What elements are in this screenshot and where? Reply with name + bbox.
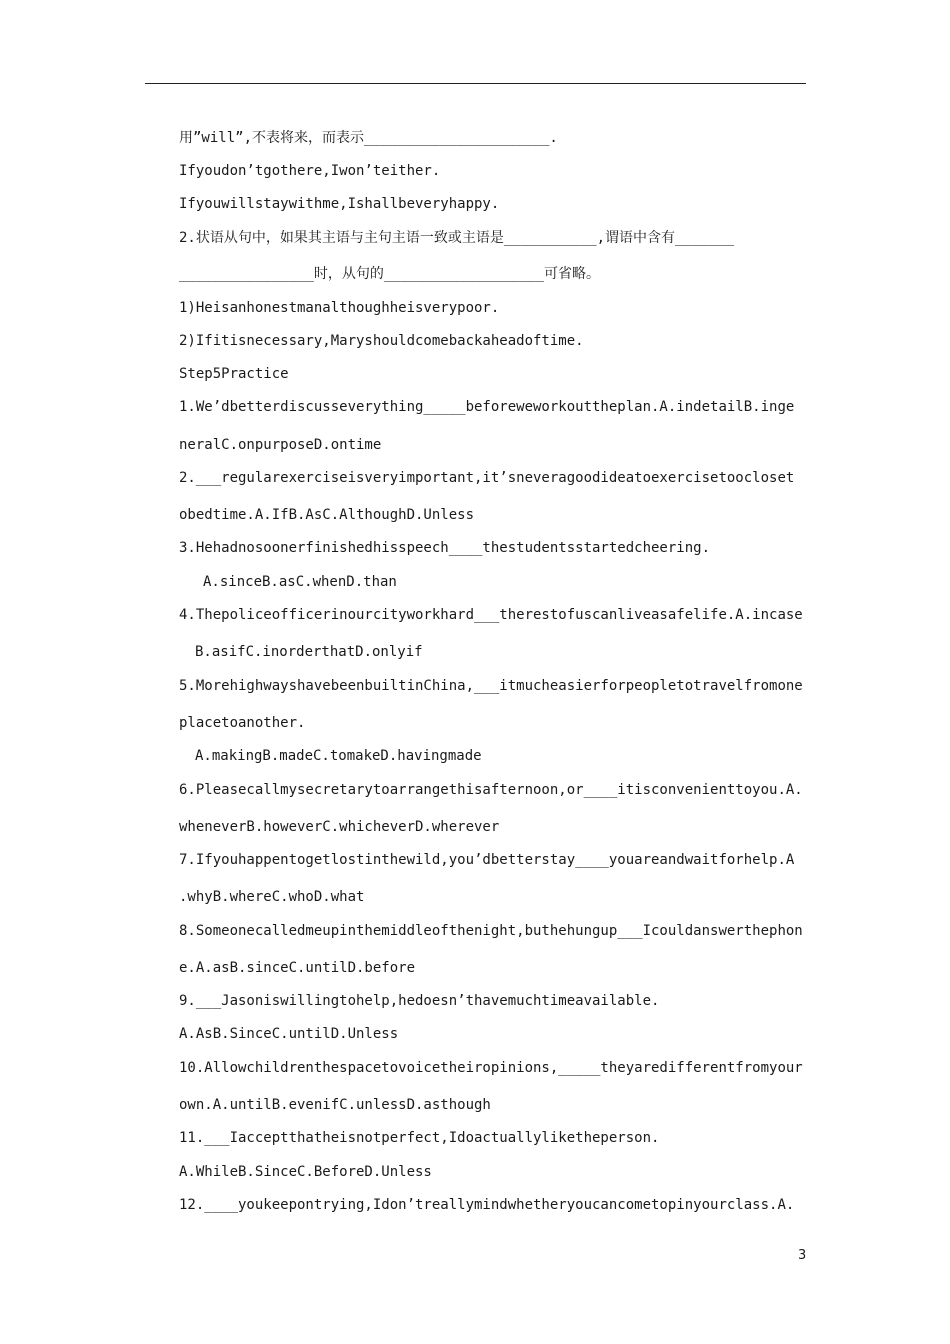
text-line: 7.Ifyouhappentogetlostinthewild,you’dbetterstay____youareandwaitforhelp.A (179, 852, 795, 868)
text-line: Ifyoudon’tgothere,Iwon’teither. (179, 163, 441, 179)
text-line: B.asifC.inorderthatD.onlyif (195, 644, 423, 660)
text-line: 12.____youkeepontrying,Idon’treallymindwhetheryoucancometopinyourclass.A. (179, 1197, 795, 1213)
text-line: 2.状语从句中，如果其主语与主句主语一致或主语是___________,谓语中含有_______ (179, 230, 735, 246)
text-line: .whyB.whereC.whoD.what (179, 889, 365, 905)
text-line: e.A.asB.sinceC.untilD.before (179, 960, 416, 976)
text-line: own.A.untilB.evenifC.unlessD.asthough (179, 1097, 491, 1113)
text-line: Ifyouwillstaywithme,Ishallbeveryhappy. (179, 196, 500, 212)
text-line: A.WhileB.SinceC.BeforeD.Unless (179, 1164, 432, 1180)
text-line: obedtime.A.IfB.AsC.AlthoughD.Unless (179, 507, 475, 523)
text-line: 5.MorehighwayshavebeenbuiltinChina,___itmucheasierforpeopletotravelfromone (179, 678, 803, 694)
text-line: 3.Hehadnosoonerfinishedhisspeech____thestudentsstartedcheering. (179, 540, 711, 556)
text-line: neralC.onpurposeD.ontime (179, 437, 382, 453)
page-number: 3 (798, 1248, 807, 1263)
text-line: placetoanother. (179, 715, 306, 731)
text-line: 11.___Iacceptthatheisnotperfect,Idoactuallyliketheperson. (179, 1130, 660, 1146)
header-rule (145, 83, 806, 84)
text-line: 2.___regularexerciseisveryimportant,it’sneveragoodideatoexercisetoocloset (179, 470, 795, 486)
text-line: wheneverB.howeverC.whicheverD.wherever (179, 819, 500, 835)
text-line: Step5Practice (179, 366, 289, 382)
text-line: A.AsB.SinceC.untilD.Unless (179, 1026, 399, 1042)
text-line: 1.We’dbetterdiscusseverything_____beforeweworkouttheplan.A.indetailB.inge (179, 399, 795, 415)
text-line: 6.Pleasecallmysecretarytoarrangethisafternoon,or____itisconvenienttoyou.A. (179, 782, 803, 798)
text-line: 4.Thepoliceofficerinourcityworkhard___therestofuscanliveasafelife.A.incase (179, 607, 803, 623)
text-line: A.makingB.madeC.tomakeD.havingmade (195, 748, 482, 764)
text-line: 8.Someonecalledmeupinthemiddleofthenight,buthehungup___Icouldanswerthephon (179, 923, 803, 939)
text-line: A.sinceB.asC.whenD.than (203, 574, 397, 590)
text-line: 9.___Jasoniswillingtohelp,hedoesn’thavemuchtimeavailable. (179, 993, 660, 1009)
text-line: 1)Heisanhonestmanalthoughheisverypoor. (179, 300, 500, 316)
text-line: 2)Ifitisnecessary,Maryshouldcomebackaheadoftime. (179, 333, 584, 349)
text-line: 用”will”,不表将来，而表示______________________. (179, 130, 558, 146)
text-line: ________________时，从句的___________________可省略。 (179, 266, 601, 282)
text-line: 10.Allowchildrenthespacetovoicetheiropinions,_____theyaredifferentfromyour (179, 1060, 803, 1076)
